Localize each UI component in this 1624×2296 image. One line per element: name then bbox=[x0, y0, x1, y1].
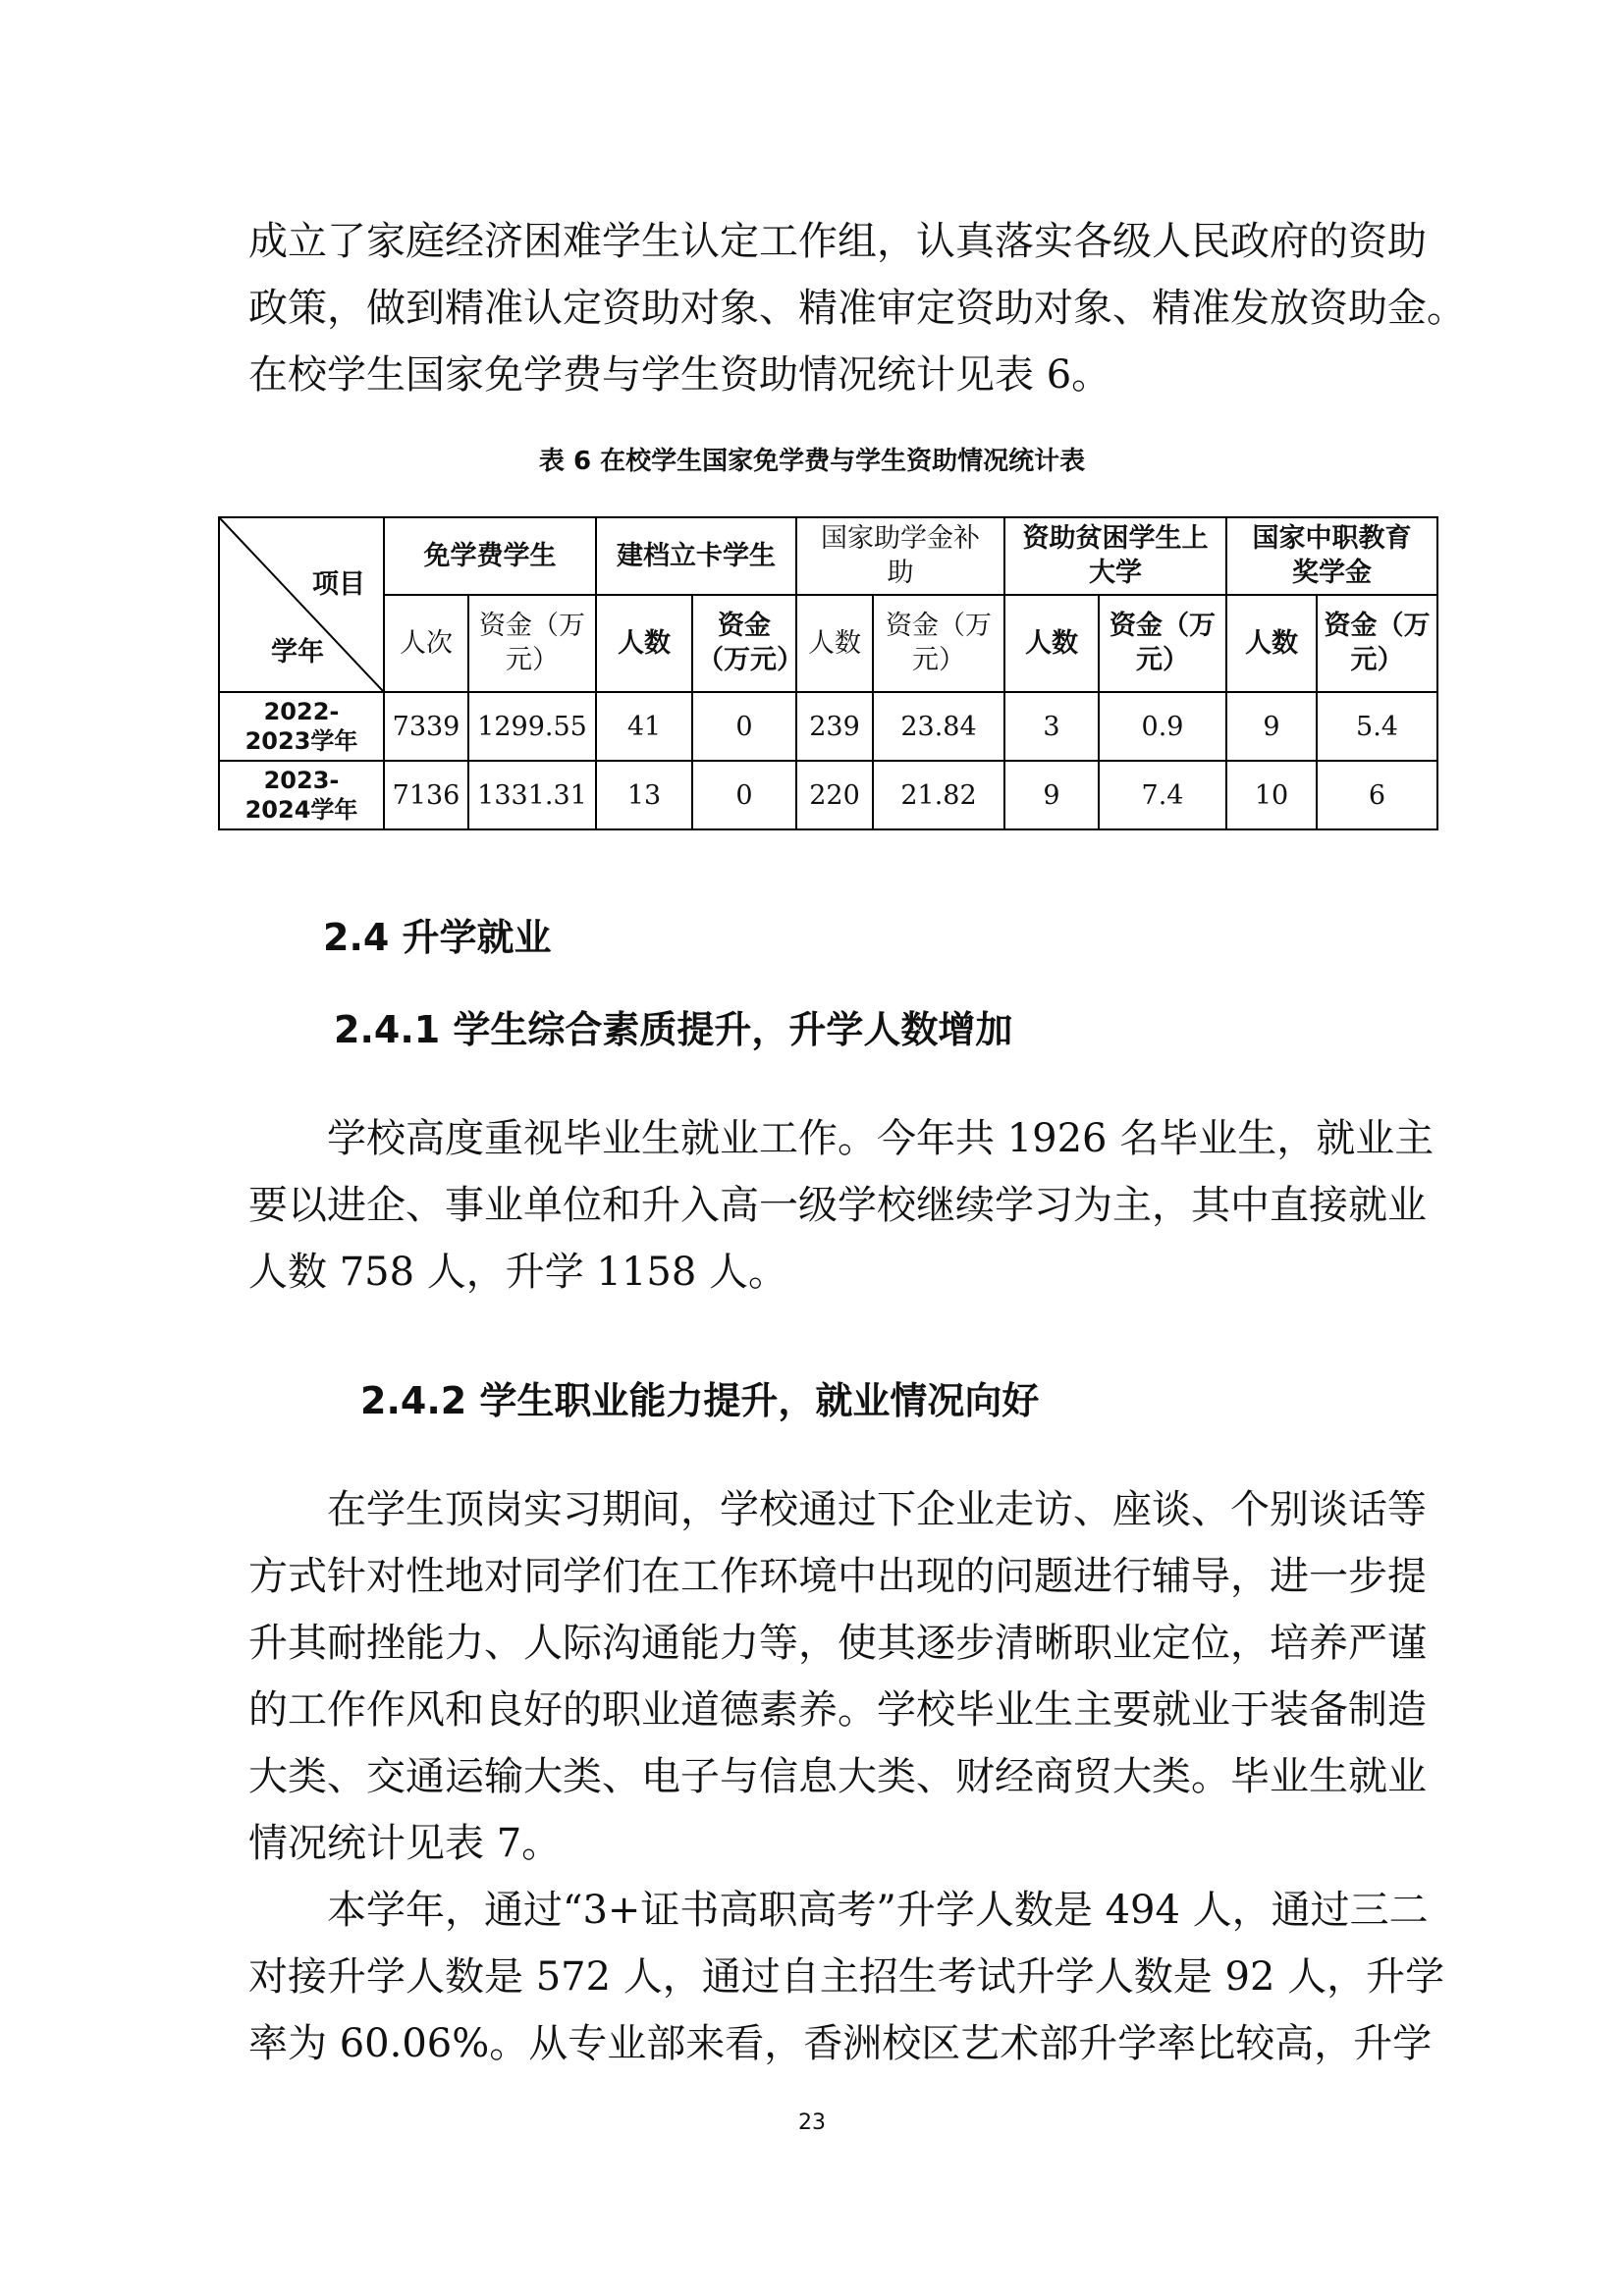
data-cell: 7.4 bbox=[1099, 761, 1226, 829]
sub-header: 资金（万元） bbox=[1317, 595, 1437, 692]
table-caption: 表 6 在校学生国家免学费与学生资助情况统计表 bbox=[538, 447, 1086, 476]
sub-header: 资金（万元） bbox=[468, 595, 596, 692]
data-cell: 41 bbox=[596, 692, 692, 761]
data-cell: 10 bbox=[1226, 761, 1317, 829]
text-line: 方式针对性地对同学们在工作环境中出现的问题进行辅导，进一步提 bbox=[248, 1554, 1427, 1599]
text-line: 率为 60.06%。从专业部来看，香洲校区艺术部升学率比较高，升学 bbox=[248, 2021, 1433, 2066]
intro-paragraph bbox=[248, 208, 1466, 408]
text-line: 对接升学人数是 572 人，通过自主招生考试升学人数是 92 人，升学 bbox=[248, 1954, 1445, 2000]
data-cell: 220 bbox=[796, 761, 873, 829]
data-cell: 9 bbox=[1004, 761, 1099, 829]
data-cell: 0.9 bbox=[1099, 692, 1226, 761]
text-line: 成立了家庭经济困难学生认定工作组，认真落实各级人民政府的资助 bbox=[248, 219, 1427, 264]
table-row bbox=[219, 692, 1437, 761]
data-cell: 6 bbox=[1317, 761, 1437, 829]
table-row bbox=[219, 761, 1437, 829]
sub-header: 人次 bbox=[384, 595, 468, 692]
corner-label-year: 学年 bbox=[271, 637, 324, 667]
sub-header: 人数 bbox=[1004, 595, 1099, 692]
data-cell: 3 bbox=[1004, 692, 1099, 761]
text-line: 升其耐挫能力、人际沟通能力等，使其逐步清晰职业定位，培养严谨 bbox=[248, 1621, 1427, 1666]
data-cell: 21.82 bbox=[873, 761, 1004, 829]
text-line: 在学生顶岗实习期间，学校通过下企业走访、座谈、个别谈话等 bbox=[327, 1487, 1427, 1532]
data-cell: 239 bbox=[796, 692, 873, 761]
year-cell: 2022-2023学年 bbox=[219, 692, 384, 761]
paragraph-2-4-1 bbox=[248, 1105, 1435, 1306]
text-line: 情况统计见表 7。 bbox=[248, 1821, 562, 1866]
sub-header: 资金（万元） bbox=[873, 595, 1004, 692]
data-cell: 7339 bbox=[384, 692, 468, 761]
paragraph-2-4-2-a bbox=[248, 1476, 1427, 1877]
data-cell: 5.4 bbox=[1317, 692, 1437, 761]
data-cell: 1299.55 bbox=[468, 692, 596, 761]
data-cell: 0 bbox=[692, 761, 796, 829]
sub-header: 资金（万元） bbox=[692, 595, 796, 692]
corner-header-cell bbox=[219, 517, 384, 692]
sub-header: 人数 bbox=[1226, 595, 1317, 692]
section-heading-2-4-2: 2.4.2 学生职业能力提升，就业情况向好 bbox=[360, 1379, 1040, 1422]
sub-header: 资金（万元） bbox=[1099, 595, 1226, 692]
text-line: 本学年，通过“3+证书高职高考”升学人数是 494 人，通过三二 bbox=[327, 1888, 1429, 1933]
data-cell: 9 bbox=[1226, 692, 1317, 761]
section-heading-2-4: 2.4 升学就业 bbox=[323, 916, 552, 959]
text-line: 学校高度重视毕业生就业工作。今年共 1926 名毕业生，就业主 bbox=[327, 1116, 1435, 1161]
text-line: 大类、交通运输大类、电子与信息大类、财经商贸大类。毕业生就业 bbox=[248, 1754, 1427, 1799]
text-line: 要以进企、事业单位和升入高一级学校继续学习为主，其中直接就业 bbox=[248, 1183, 1427, 1228]
page-number: 23 bbox=[798, 2110, 826, 2135]
text-line: 的工作作风和良好的职业道德素养。学校毕业生主要就业于装备制造 bbox=[248, 1687, 1427, 1733]
text-line: 人数 758 人，升学 1158 人。 bbox=[248, 1250, 788, 1295]
year-cell: 2023-2024学年 bbox=[219, 761, 384, 829]
group-header: 资助贫困学生上大学 bbox=[1004, 517, 1226, 595]
text-line: 在校学生国家免学费与学生资助情况统计见表 6。 bbox=[248, 352, 1111, 398]
group-header: 国家中职教育奖学金 bbox=[1226, 517, 1437, 595]
section-heading-2-4-1: 2.4.1 学生综合素质提升，升学人数增加 bbox=[334, 1008, 1013, 1051]
sub-header: 人数 bbox=[596, 595, 692, 692]
aid-statistics-table bbox=[218, 516, 1438, 830]
group-header: 免学费学生 bbox=[384, 517, 596, 595]
data-cell: 1331.31 bbox=[468, 761, 596, 829]
data-cell: 0 bbox=[692, 692, 796, 761]
sub-header: 人数 bbox=[796, 595, 873, 692]
data-cell: 23.84 bbox=[873, 692, 1004, 761]
group-header: 国家助学金补助 bbox=[796, 517, 1004, 595]
group-header: 建档立卡学生 bbox=[596, 517, 796, 595]
text-line: 政策，做到精准认定资助对象、精准审定资助对象、精准发放资助金。 bbox=[248, 286, 1466, 331]
corner-label-project: 项目 bbox=[312, 569, 365, 600]
paragraph-2-4-2-b bbox=[248, 1877, 1445, 2077]
data-cell: 13 bbox=[596, 761, 692, 829]
data-cell: 7136 bbox=[384, 761, 468, 829]
